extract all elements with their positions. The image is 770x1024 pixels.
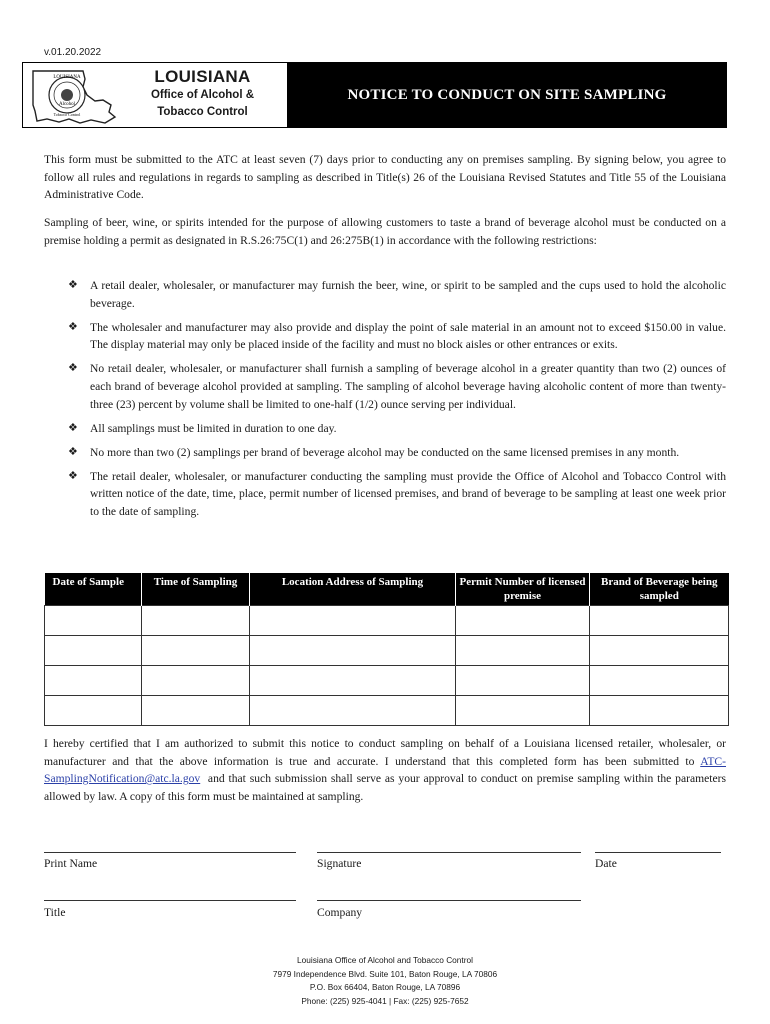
svg-text:LOUISIANA: LOUISIANA bbox=[53, 75, 81, 80]
restriction-item: ❖ All samplings must be limited in duration to one day. bbox=[44, 420, 726, 438]
restriction-item: ❖ No more than two (2) samplings per brand of beverage alcohol may be conducted on the same licensed premises in any month. bbox=[44, 444, 726, 462]
signature-line[interactable] bbox=[317, 852, 581, 853]
title-label: Title bbox=[44, 906, 66, 919]
agency-name bbox=[119, 63, 286, 127]
time-cell[interactable] bbox=[142, 636, 250, 666]
permit-cell[interactable] bbox=[456, 666, 590, 696]
company-line[interactable] bbox=[317, 900, 581, 901]
location-cell[interactable] bbox=[250, 636, 456, 666]
restriction-item: ❖ The retail dealer, wholesaler, or manufacturer conducting the sampling must provide the Office of Alcohol and Tobacco Control with written notice of the date, time, place, permit number of licensed premises, and brand of beverage to be sampling at least one week prior to the date of sampling. bbox=[68, 469, 726, 519]
location-cell[interactable] bbox=[250, 666, 456, 696]
time-cell[interactable] bbox=[142, 666, 250, 696]
sampling-notification-email-link[interactable]: ATC-SamplingNotification@atc.la.gov bbox=[44, 754, 726, 786]
time-cell[interactable] bbox=[142, 606, 250, 636]
diamond-bullet-icon: ❖ bbox=[68, 421, 78, 434]
signature-label: Signature bbox=[317, 857, 362, 870]
table-row bbox=[45, 636, 729, 666]
company-label: Company bbox=[317, 906, 363, 919]
state-name: LOUISIANA bbox=[154, 67, 251, 86]
restriction-item: ❖ The wholesaler and manufacturer may also provide and display the point of sale material in an amount not to exceed $150.00 in value. The display material may only be placed inside of the facility and must no block aisles or other entrances or exits. bbox=[68, 320, 726, 352]
diamond-bullet-icon: ❖ bbox=[68, 445, 78, 458]
restrictions-list bbox=[44, 277, 726, 527]
title-line[interactable] bbox=[44, 900, 296, 901]
brand-cell[interactable] bbox=[590, 606, 729, 636]
date-label: Date bbox=[595, 857, 617, 870]
sampling-table bbox=[44, 573, 729, 726]
table-row bbox=[45, 666, 729, 696]
table-header-row bbox=[45, 573, 729, 606]
location-cell[interactable] bbox=[250, 696, 456, 726]
diamond-bullet-icon: ❖ bbox=[68, 469, 78, 482]
footer-street-address: 7979 Independence Blvd. Suite 101, Baton Rouge, LA 70806 bbox=[272, 968, 498, 979]
footer-po-box: P.O. Box 66404, Baton Rouge, LA 70896 bbox=[309, 982, 461, 993]
restriction-item: ❖ A retail dealer, wholesaler, or manufacturer may furnish the beer, wine, or spirit to be sampled and the cups used to hold the alcoholic beverage. bbox=[68, 279, 726, 310]
louisiana-atc-seal-logo bbox=[25, 65, 117, 127]
certification-paragraph: I hereby certified that I am authorized to submit this notice to conduct sampling on behalf of a Louisiana licensed retailer, wholesaler, or manufacturer and that the above information is true and accurate. I understand that this completed form has been submitted to ATC-SamplingNotification@atc.la.gov and that such submission shall serve as your approval to conduct on premise sampling within the parameters allowed by law. A copy of this form must be maintained at sampling. bbox=[44, 737, 727, 803]
brand-cell[interactable] bbox=[590, 636, 729, 666]
diamond-bullet-icon: ❖ bbox=[68, 320, 78, 333]
diamond-bullet-icon: ❖ bbox=[68, 362, 78, 375]
office-name-line1: Office of Alcohol & bbox=[150, 89, 255, 101]
header-time-of-sampling: Time of Sampling bbox=[142, 573, 250, 606]
form-version: v.01.20.2022 bbox=[44, 47, 102, 58]
header-location-address: Location Address of Sampling bbox=[250, 573, 456, 606]
time-cell[interactable] bbox=[142, 696, 250, 726]
header-brand-of-beverage: Brand of Beverage being sampled bbox=[590, 573, 729, 606]
office-name-line2: Tobacco Control bbox=[157, 106, 248, 118]
date-cell[interactable] bbox=[45, 606, 142, 636]
header-permit-number: Permit Number of licensed premise bbox=[456, 573, 590, 606]
svg-text:Tobacco Control: Tobacco Control bbox=[53, 112, 81, 117]
date-cell[interactable] bbox=[45, 636, 142, 666]
permit-cell[interactable] bbox=[456, 636, 590, 666]
form-title: NOTICE TO CONDUCT ON SITE SAMPLING bbox=[287, 62, 727, 128]
restriction-item: ❖ No retail dealer, wholesaler, or manufacturer shall furnish a sampling of beverage alcohol in a greater quantity than two (2) ounces of each brand of beverage alcohol provided at sampling. The sampling of alcohol beverage having alcoholic content of more than twenty-three (23) percent by volume shall be limited to one-half (1/2) ounce serving per individual. bbox=[68, 362, 726, 411]
footer-agency: Louisiana Office of Alcohol and Tobacco Control bbox=[297, 955, 473, 965]
permit-cell[interactable] bbox=[456, 696, 590, 726]
diamond-bullet-icon: ❖ bbox=[68, 279, 78, 291]
permit-cell[interactable] bbox=[456, 606, 590, 636]
brand-cell[interactable] bbox=[590, 696, 729, 726]
date-line[interactable] bbox=[595, 852, 721, 853]
sampling-paragraph: Sampling of beer, wine, or spirits intended for the purpose of allowing customers to taste a brand of beverage alcohol must be conducted on a premise holding a permit as designated in R.S.26:75C(1) and 26:275B(1) in accordance with the following restrictions: bbox=[44, 216, 726, 247]
print-name-label: Print Name bbox=[44, 857, 98, 870]
date-cell[interactable] bbox=[45, 666, 142, 696]
header-date-of-sample: Date of Sample bbox=[45, 573, 142, 606]
date-cell[interactable] bbox=[45, 696, 142, 726]
form-header bbox=[22, 62, 727, 128]
footer-phone-fax: Phone: (225) 925-4041 | Fax: (225) 925-7652 bbox=[301, 996, 469, 1007]
svg-text:Alcohol: Alcohol bbox=[58, 102, 76, 107]
intro-paragraph: This form must be submitted to the ATC at least seven (7) days prior to conducting any on premises sampling. By signing below, you agree to follow all rules and regulations in regards to sampling as described in Title(s) 26 of the Louisiana Revised Statutes and Title 55 of the Louisiana Administrative Code. bbox=[44, 153, 726, 202]
location-cell[interactable] bbox=[250, 606, 456, 636]
footer-contact bbox=[0, 954, 770, 1009]
brand-cell[interactable] bbox=[590, 666, 729, 696]
table-row bbox=[45, 606, 729, 636]
print-name-line[interactable] bbox=[44, 852, 296, 853]
table-row bbox=[45, 696, 729, 726]
